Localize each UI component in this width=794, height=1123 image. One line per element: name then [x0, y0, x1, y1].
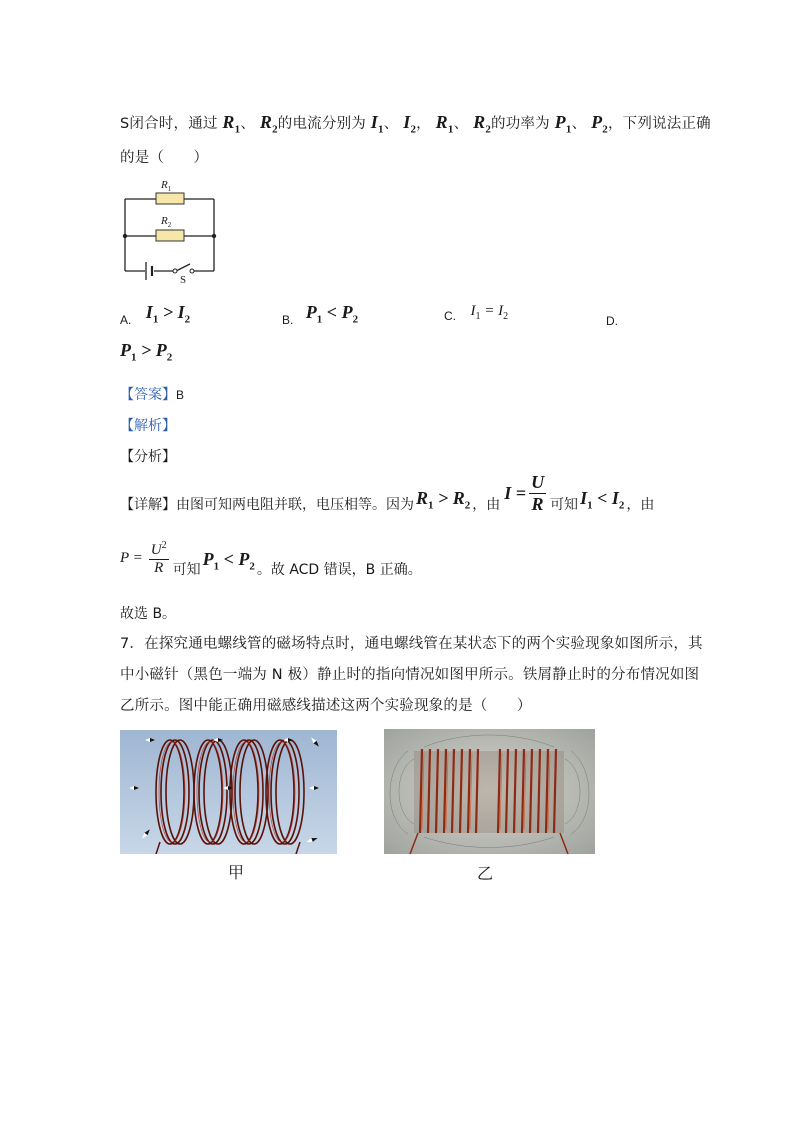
separator: 、	[571, 116, 587, 132]
question-stem-line1	[120, 112, 711, 136]
answer-line	[120, 384, 184, 404]
resistor-r2	[156, 230, 184, 241]
formula-ohm: I = $\frac{U}{R}$	[504, 472, 545, 514]
stem-part3: 的功率为	[491, 116, 550, 132]
detail-inequality-r: $R_1 > R_2$	[416, 487, 471, 512]
option-a[interactable]	[120, 302, 191, 332]
junction-dot	[212, 234, 216, 238]
symbol-i1: $I_1$	[370, 112, 384, 136]
option-letter: B.	[282, 313, 294, 327]
detail-text: 由图可知两电阻并联，电压相等。因为	[176, 496, 414, 513]
symbol-r2: $R_2$	[473, 112, 492, 136]
stem-part4: ，下列说法正确	[607, 116, 711, 132]
switch-contact	[173, 269, 177, 273]
separator: ，	[416, 116, 431, 132]
option-b[interactable]	[282, 302, 359, 332]
label-r2: $R_2$	[161, 215, 172, 229]
answer-tag: 【答案】	[120, 387, 176, 403]
label-switch: S	[180, 274, 187, 284]
power-inequality: $P_1 < P_2$	[202, 548, 255, 573]
detail-text: ，由	[472, 496, 501, 513]
resistor-r1	[156, 193, 184, 204]
formula-power: P = $\frac{U^2}{R}$	[120, 540, 167, 576]
switch-contact	[190, 269, 194, 273]
symbol-p1: $P_1$	[554, 112, 572, 136]
detail-tag: 【详解】	[120, 496, 176, 513]
stem-part2: 的电流分别为	[277, 116, 366, 132]
detail-inequality-i: $I_1 < I_2$	[580, 487, 625, 512]
separator: 、	[383, 116, 399, 132]
question7-line2: 中小磁针（黑色一端为 N 极）静止时的指向情况如图甲所示。铁屑静止时的分布情况如图	[120, 667, 700, 683]
separator: 、	[453, 116, 469, 132]
question-stem-line2: 的是（ ）	[120, 150, 209, 166]
circuit-diagram	[118, 172, 222, 284]
symbol-r1: $R_1$	[435, 112, 454, 136]
caption-yi: 乙	[477, 864, 494, 883]
photo-solenoid-compasses	[120, 730, 337, 854]
symbol-p2: $P_2$	[591, 112, 608, 136]
option-c[interactable]	[444, 303, 509, 327]
option-d[interactable]	[606, 313, 618, 329]
separator: 、	[240, 116, 256, 132]
junction-dot	[123, 234, 127, 238]
conclusion: 故选 B。	[120, 606, 177, 622]
detail-text: ，由	[626, 496, 655, 513]
option-letter: D.	[606, 314, 618, 328]
option-b-expr: $P_1 < P_2$	[305, 302, 359, 326]
label-r1: $R_1$	[161, 179, 172, 193]
caption-jia: 甲	[228, 863, 245, 882]
detail-text: 可知	[172, 561, 201, 578]
stem-part1: S闭合时，通过	[120, 116, 218, 132]
option-letter: C.	[444, 309, 456, 323]
option-a-expr: $I_1 > I_2$	[145, 302, 191, 326]
power-line	[120, 540, 422, 577]
question7-line1: 7．在探究通电螺线管的磁场特点时，通电螺线管在某状态下的两个实验现象如图所示，其	[120, 636, 703, 652]
option-letter: A.	[120, 313, 132, 327]
option-d-expr: $P_1 > P_2$	[120, 340, 173, 364]
analysis-tag: 【解析】	[120, 418, 176, 434]
question7-line3: 乙所示。图中能正确用磁感线描述这两个实验现象的是（ ）	[120, 698, 532, 714]
symbol-r1: $R_1$	[222, 112, 241, 136]
answer-value: B	[176, 388, 185, 402]
fenxi-tag: 【分析】	[120, 449, 176, 465]
symbol-r2: $R_2$	[259, 112, 278, 136]
detail-text: 。故 ACD 错误，B 正确。	[256, 561, 422, 578]
photo-solenoid-filings	[384, 729, 595, 854]
detail-text: 可知	[550, 496, 579, 513]
option-c-expr: $I_1 = I_2$	[470, 303, 509, 322]
detail-line	[120, 472, 655, 525]
symbol-i2: $I_2$	[403, 112, 417, 136]
